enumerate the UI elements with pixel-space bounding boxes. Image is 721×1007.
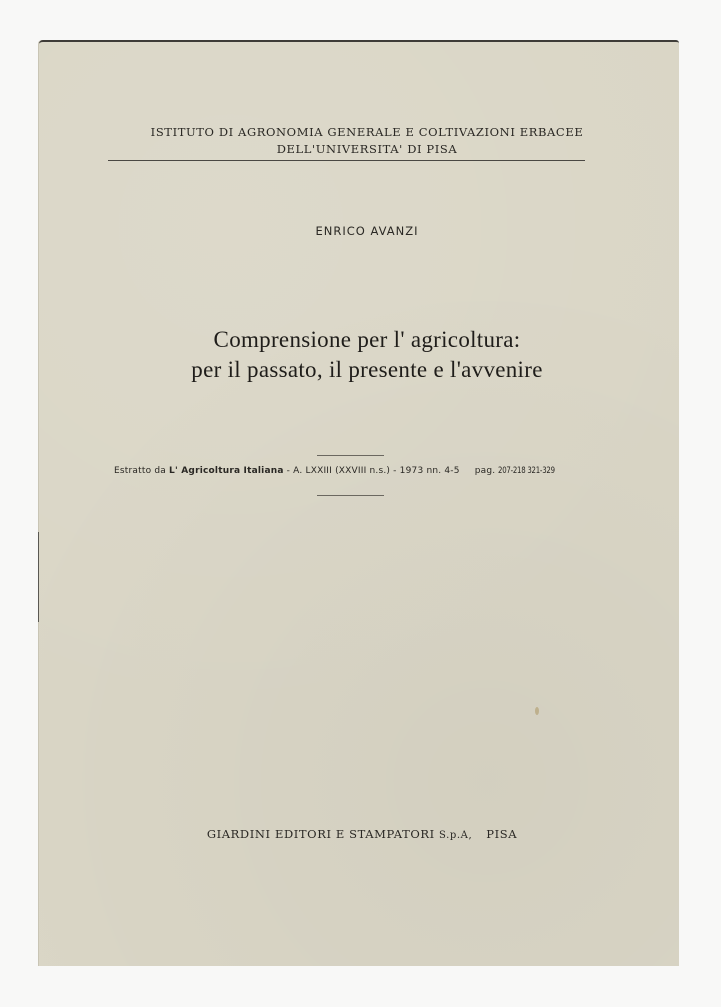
publisher-imprint: [42, 827, 682, 841]
extract-details: - A. LXXIII (XXVIII n.s.) - 1973 nn. 4-5: [283, 466, 460, 476]
institute-name-line1: ISTITUTO DI AGRONOMIA GENERALE E COLTIVAZIONI ERBACEE: [150, 125, 584, 139]
document-page: [39, 40, 679, 966]
extract-prefix: Estratto da: [114, 466, 170, 476]
title-line1: Comprensione per l' agricoltura:: [213, 327, 521, 352]
publisher-name: GIARDINI EDITORI E STAMPATORI: [206, 827, 440, 841]
author-name: ENRICO AVANZI: [315, 224, 419, 238]
extract-citation: [114, 466, 568, 476]
title-line2: per il passato, il presente e l'avvenire: [191, 357, 543, 382]
extract-divider-bottom: [317, 495, 384, 496]
paper-stain: [535, 707, 539, 715]
journal-name: L' Agricoltura Italiana: [169, 466, 284, 476]
institute-name-line2: DELL'UNIVERSITA' DI PISA: [276, 142, 458, 156]
publisher-city: PISA: [486, 827, 518, 841]
binding-edge: [38, 532, 39, 622]
extract-divider-top: [317, 455, 384, 456]
header-divider: [108, 160, 585, 161]
page-range: 207-218 321-329: [498, 466, 556, 476]
publisher-company-suffix: S.p.A,: [439, 830, 473, 841]
pages-label: pag.: [474, 466, 496, 476]
